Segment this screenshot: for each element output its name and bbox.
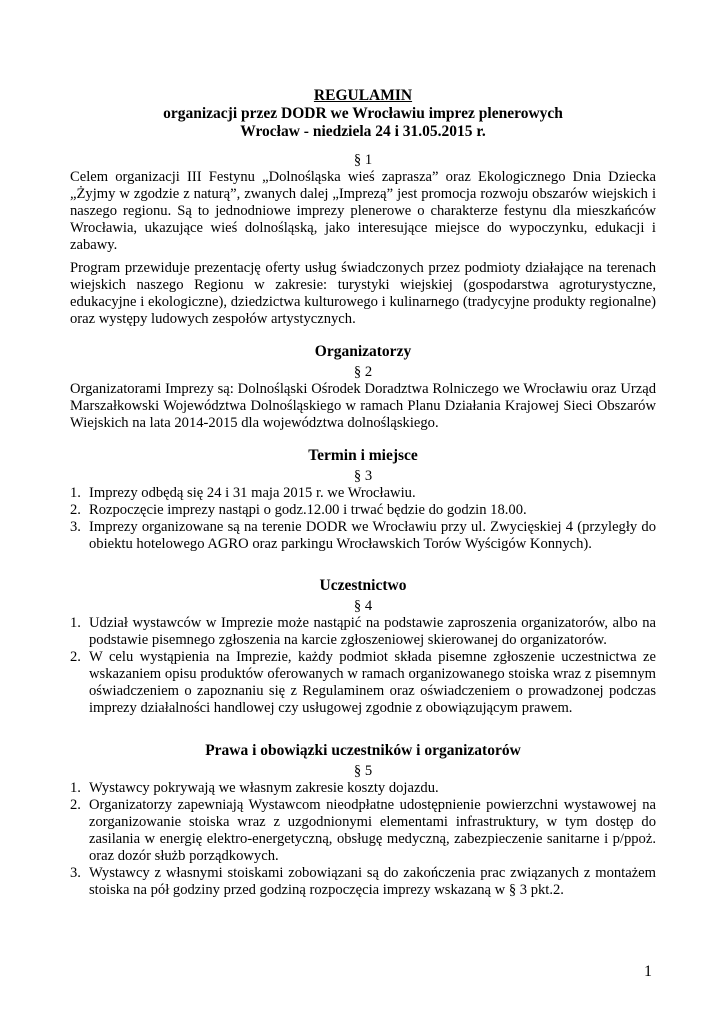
list-item-number: 3. [70, 519, 81, 535]
section-5-list [70, 780, 656, 899]
section-4-list [70, 615, 656, 717]
section-3-label: § 3 [353, 468, 373, 484]
list-item-number: 3. [70, 865, 81, 881]
list-item-number: 2. [70, 797, 81, 813]
document-body [70, 87, 656, 899]
section-1-paragraph-1: Celem organizacji III Festynu „Dolnośląska wieś zaprasza” oraz Ekologicznego Dnia Dziecka „Żyjmy w zgodzie z naturą”, zwanych dalej „Imprezą” jest promocja rozwoju obszarów wiejskich i naszego regionu. Są to jednodniowe imprezy plenerowe o charakterze festynu dla mieszkańców Wrocławia, ukazujące wieś dolnośląską, jako interesujące miejsce do wypoczynku, edukacji i zabawy. [70, 169, 656, 253]
list-item [70, 797, 656, 865]
document-title: REGULAMIN [313, 87, 413, 104]
list-item-text: Wystawcy z własnymi stoiskami zobowiązani są do zakończenia prac związanych z montażem stoiska na pół godziny przed godziną rozpoczęcia imprezy wskazaną w § 3 pkt.2. [89, 865, 656, 898]
document-title-block [70, 87, 656, 141]
list-item [70, 615, 656, 649]
section-4-label: § 4 [353, 598, 373, 614]
heading-organizers: Organizatorzy [314, 343, 412, 360]
list-item [70, 649, 656, 717]
list-item-text: W celu wystąpienia na Imprezie, każdy podmiot składa pisemne zgłoszenie uczestnictwa ze wskazaniem opisu produktów oferowanych w ramach organizowanego stoiska wraz z pisemnym oświadczeniem o zapoznaniu się z Regulaminem oraz oświadczeniem o prowadzonej podczas imprezy działalności handlowej czy usługowej zgodnie z obowiązującym prawem. [89, 649, 656, 716]
list-item [70, 780, 656, 797]
list-item [70, 502, 656, 519]
document-date-line: Wrocław - niedziela 24 i 31.05.2015 r. [240, 123, 486, 140]
heading-term-place: Termin i miejsce [308, 447, 418, 464]
section-2-label: § 2 [353, 364, 373, 380]
list-item-number: 2. [70, 649, 81, 665]
list-item-text: Rozpoczęcie imprezy nastąpi o godz.12.00 i trwać będzie do godzin 18.00. [89, 502, 527, 518]
section-3-list [70, 485, 656, 553]
section-5-label: § 5 [353, 763, 373, 779]
section-1-label: § 1 [353, 152, 373, 168]
section-1-paragraph-2: Program przewiduje prezentację oferty usług świadczonych przez podmioty działające na terenach wiejskich naszego Regionu w zakresie: turystyki wiejskiej (gospodarstwa agroturystyczne, edukacyjne i ekologiczne), dziedzictwa kulturowego i kulinarnego (tradycyjne produkty regionalne) oraz występy ludowych zespołów artystycznych. [70, 260, 656, 327]
list-item-number: 1. [70, 615, 81, 631]
list-item [70, 519, 656, 553]
list-item-number: 2. [70, 502, 81, 518]
list-item-text: Organizatorzy zapewniają Wystawcom nieodpłatne udostępnienie powierzchni wystawowej na zorganizowanie stoiska wraz z uzgodnionymi elementami infrastruktury, w tym dostęp do zasilania w energię elektro-energetyczną, obsługę medyczną, zabezpieczenie sanitarne i p/ppoż. oraz dozór służb porządkowych. [89, 797, 656, 864]
list-item-number: 1. [70, 485, 81, 501]
list-item-text: Imprezy odbędą się 24 i 31 maja 2015 r. we Wrocławiu. [89, 485, 416, 501]
list-item [70, 865, 656, 899]
section-2-paragraph: Organizatorami Imprezy są: Dolnośląski Ośrodek Doradztwa Rolniczego we Wrocławiu oraz Urząd Marszałkowski Województwa Dolnośląskiego w ramach Planu Działania Krajowej Sieci Obszarów Wiejskich na lata 2014-2015 dla województwa dolnośląskiego. [70, 381, 656, 431]
list-item [70, 485, 656, 502]
heading-rights-duties: Prawa i obowiązki uczestników i organizatorów [205, 742, 521, 759]
list-item-text: Wystawcy pokrywają we własnym zakresie koszty dojazdu. [89, 780, 439, 796]
list-item-number: 1. [70, 780, 81, 796]
list-item-text: Udział wystawców w Imprezie może nastąpić na podstawie zaproszenia organizatorów, albo na podstawie pisemnego zgłoszenia na karcie zgłoszeniowej skierowanej do organizatorów. [89, 615, 656, 648]
list-item-text: Imprezy organizowane są na terenie DODR we Wrocławiu przy ul. Zwycięskiej 4 (przyległy do obiektu hotelowego AGRO oraz parkingu Wrocławskich Torów Wyścigów Konnych). [89, 519, 656, 552]
heading-participation: Uczestnictwo [319, 577, 407, 594]
page-number: 1 [644, 963, 652, 980]
document-subtitle: organizacji przez DODR we Wrocławiu imprez plenerowych [163, 105, 563, 122]
